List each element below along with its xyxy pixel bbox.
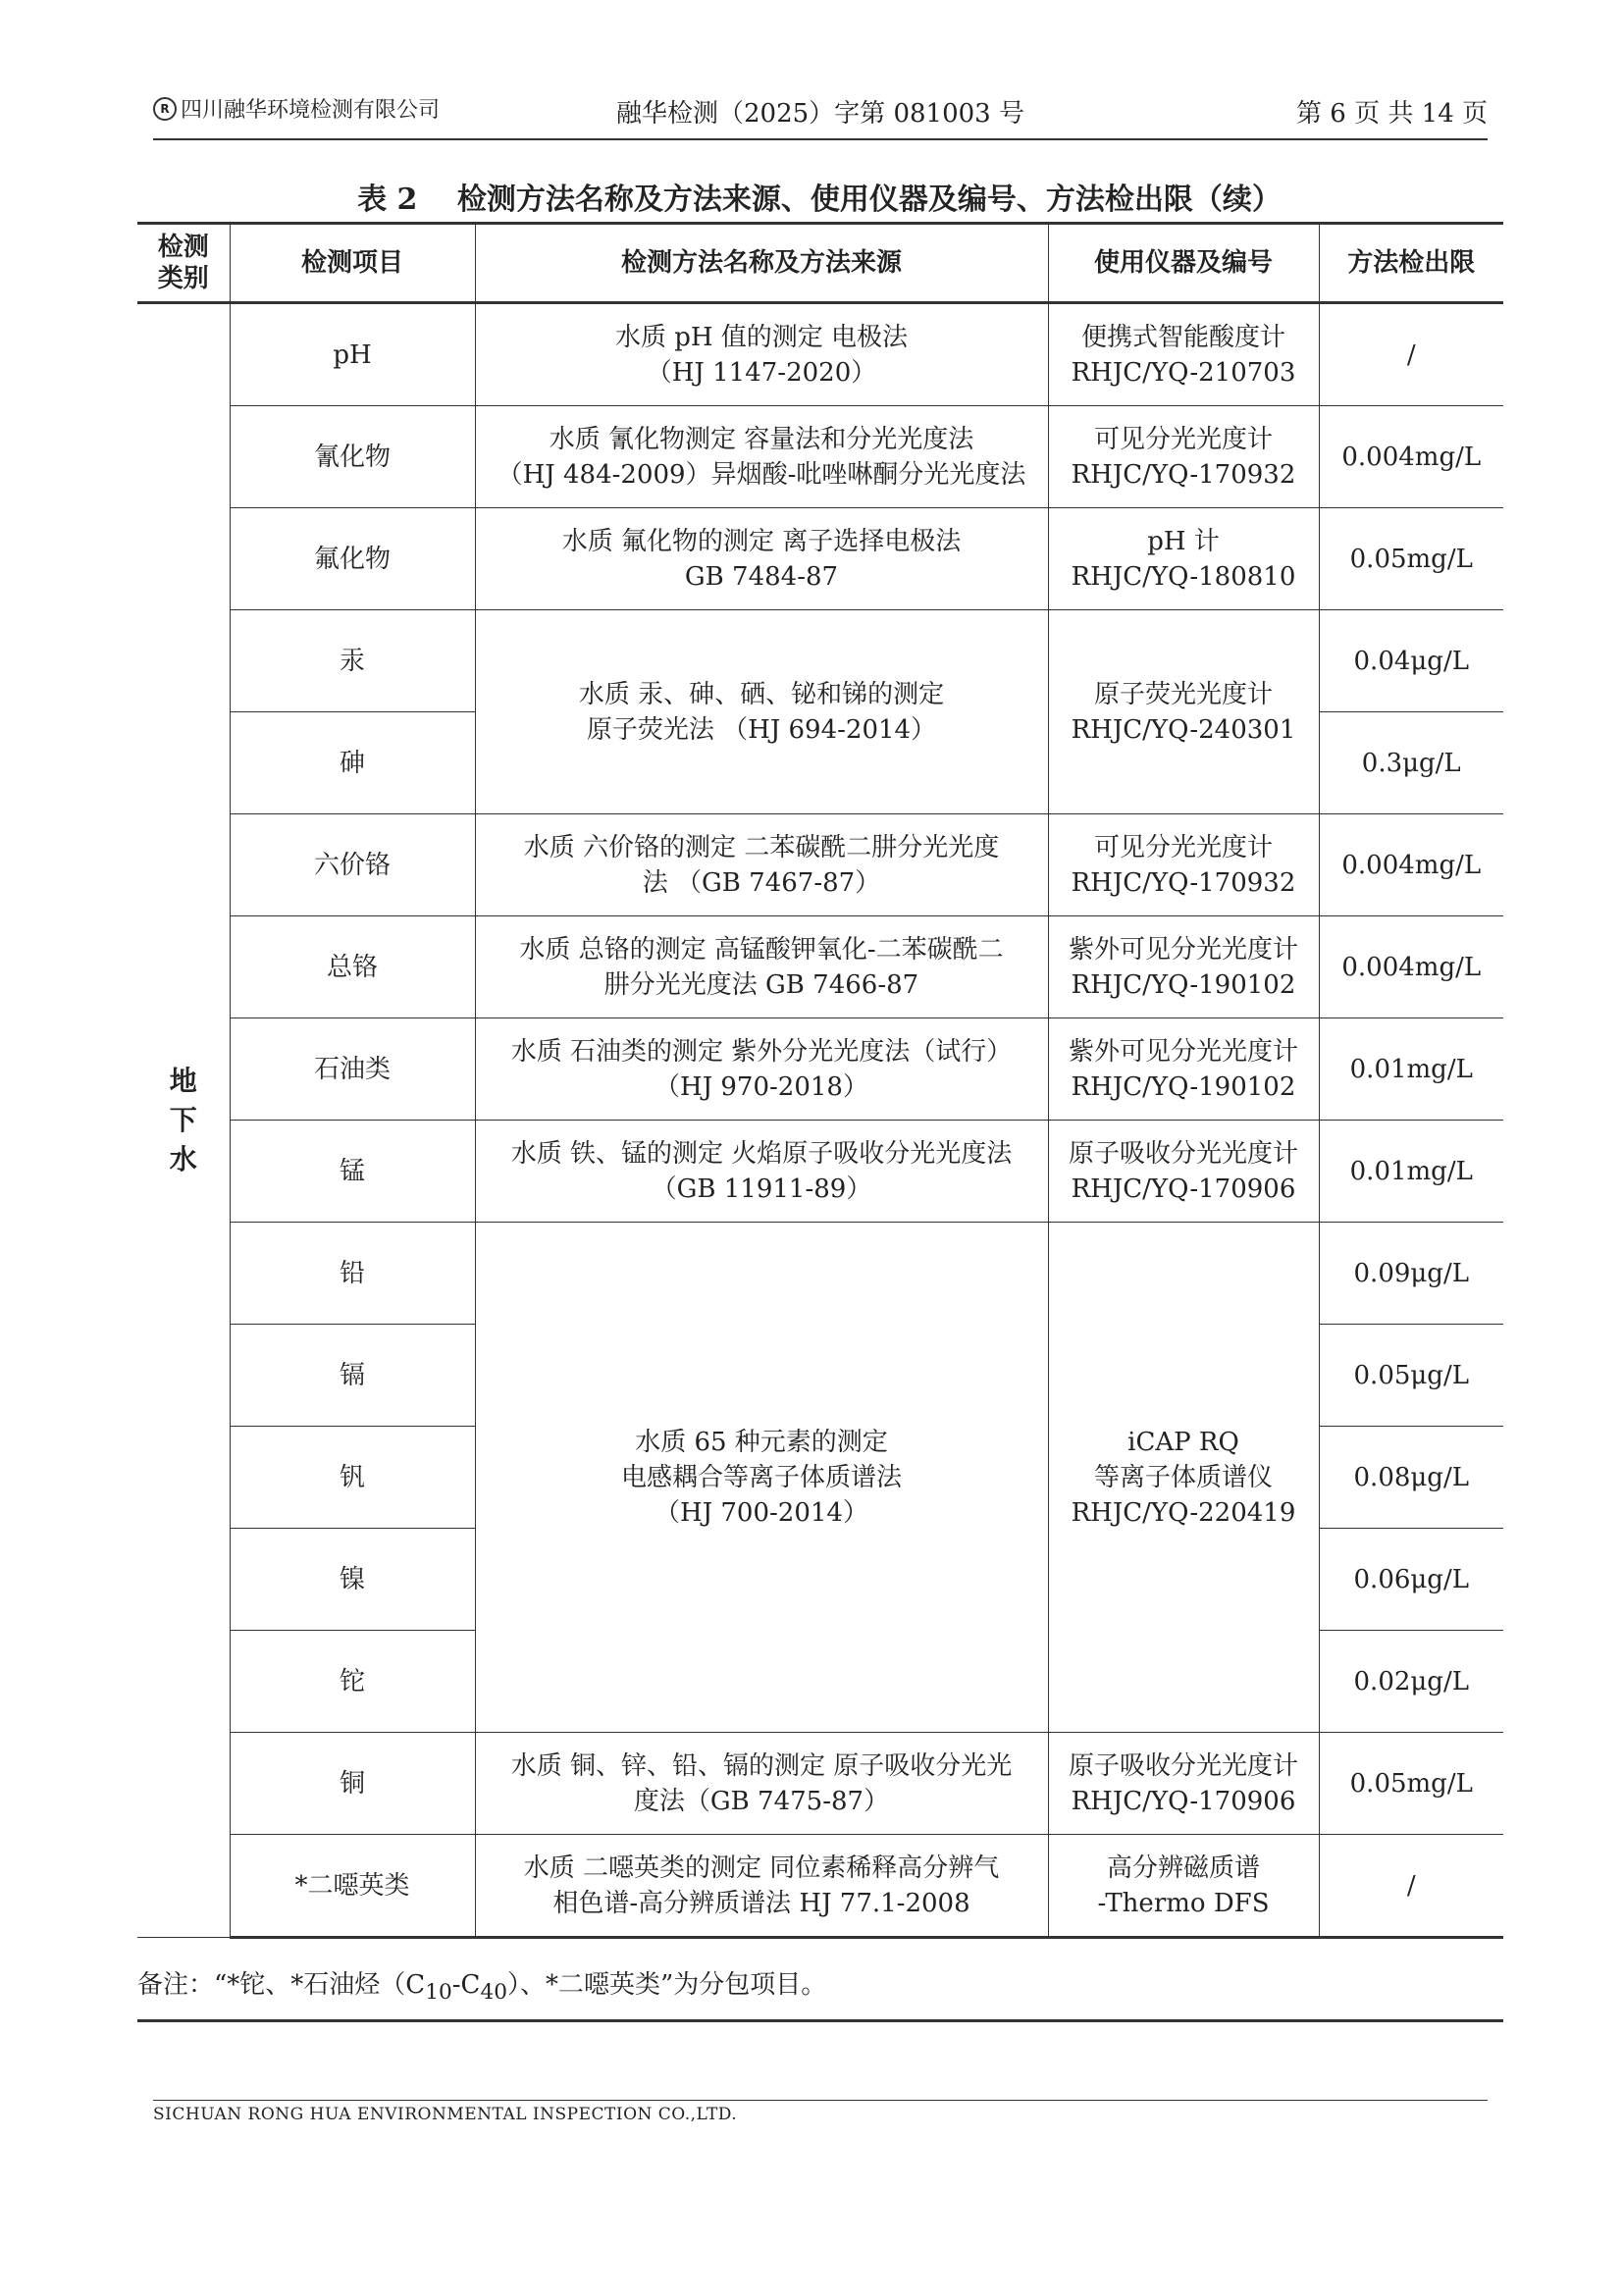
table-title: 表 2 检测方法名称及方法来源、使用仪器及编号、方法检出限（续） <box>357 183 1282 217</box>
instrument-cell <box>1048 814 1319 916</box>
item-cell: 锰 <box>230 1121 475 1223</box>
item-cell: 铊 <box>230 1631 475 1733</box>
limit-cell: 0.08μg/L <box>1319 1427 1503 1529</box>
table-row <box>137 610 1503 712</box>
instrument-line: 原子吸收分光光度计 <box>1068 1138 1298 1169</box>
table-row <box>137 1835 1503 1938</box>
page-footer: SICHUAN RONG HUA ENVIRONMENTAL INSPECTION CO.,LTD. <box>153 2100 1488 2124</box>
table-row <box>137 1223 1503 1325</box>
item-cell: 钒 <box>230 1427 475 1529</box>
instrument-cell <box>1048 1835 1319 1938</box>
method-cell <box>475 814 1048 916</box>
method-line: 水质 石油类的测定 紫外分光光度法（试行） <box>510 1036 1013 1067</box>
instrument-cell <box>1048 1018 1319 1121</box>
limit-cell: 0.004mg/L <box>1319 406 1503 508</box>
method-line: 水质 铜、锌、铅、镉的测定 原子吸收分光光 <box>510 1750 1013 1781</box>
note-text: ）、*二噁英类”为分包项目。 <box>507 1970 827 2000</box>
report-number: 融华检测（2025）字第 081003 号 <box>616 99 1024 129</box>
instrument-line: 可见分光光度计 <box>1093 424 1273 454</box>
instrument-line: -Thermo DFS <box>1097 1888 1270 1918</box>
method-cell <box>475 303 1048 406</box>
limit-cell: 0.01mg/L <box>1319 1018 1503 1121</box>
limit-cell: 0.02μg/L <box>1319 1631 1503 1733</box>
instrument-cell <box>1048 1223 1319 1733</box>
instrument-line: 可见分光光度计 <box>1093 832 1273 862</box>
method-line: 法 （GB 7467-87） <box>642 867 881 898</box>
method-line: （GB 11911-89） <box>651 1174 872 1204</box>
instrument-line: RHJC/YQ-190102 <box>1071 969 1296 1000</box>
method-line: （HJ 1147-2020） <box>646 357 877 388</box>
note-text: -C <box>451 1970 481 2000</box>
limit-cell: 0.09μg/L <box>1319 1223 1503 1325</box>
table-row <box>137 1733 1503 1835</box>
item-cell: 铜 <box>230 1733 475 1835</box>
limit-cell: 0.05μg/L <box>1319 1325 1503 1427</box>
method-line: 水质 总铬的测定 高锰酸钾氧化-二苯碳酰二 <box>519 934 1004 965</box>
method-line: （HJ 700-2014） <box>654 1497 868 1528</box>
item-cell: 铅 <box>230 1223 475 1325</box>
instrument-line: 原子吸收分光光度计 <box>1068 1750 1298 1781</box>
instrument-line: 高分辨磁质谱 <box>1106 1852 1260 1883</box>
page-number: 第 6 页 共 14 页 <box>1296 99 1488 129</box>
instrument-line: RHJC/YQ-170932 <box>1071 867 1296 898</box>
item-cell: 镉 <box>230 1325 475 1427</box>
method-cell <box>475 1835 1048 1938</box>
limit-cell: 0.01mg/L <box>1319 1121 1503 1223</box>
limit-cell: / <box>1319 303 1503 406</box>
table-row <box>137 916 1503 1018</box>
method-line: （HJ 970-2018） <box>654 1071 868 1102</box>
method-cell <box>475 508 1048 610</box>
method-line: GB 7484-87 <box>684 561 839 592</box>
limit-cell: / <box>1319 1835 1503 1938</box>
instrument-cell <box>1048 303 1319 406</box>
instrument-cell <box>1048 406 1319 508</box>
item-cell: 氰化物 <box>230 406 475 508</box>
item-cell: 汞 <box>230 610 475 712</box>
method-line: 水质 氟化物的测定 离子选择电极法 <box>561 526 962 556</box>
methods-table <box>137 222 1503 1939</box>
limit-cell: 0.04μg/L <box>1319 610 1503 712</box>
col-category: 检测类别 <box>137 224 230 303</box>
instrument-cell <box>1048 508 1319 610</box>
instrument-line: RHJC/YQ-190102 <box>1071 1071 1296 1102</box>
instrument-line: RHJC/YQ-210703 <box>1071 357 1296 388</box>
instrument-line: iCAP RQ <box>1127 1427 1239 1457</box>
col-method: 检测方法名称及方法来源 <box>475 224 1048 303</box>
method-line: 度法（GB 7475-87） <box>633 1786 890 1816</box>
limit-cell: 0.004mg/L <box>1319 814 1503 916</box>
table-note <box>137 1964 826 2005</box>
instrument-line: 等离子体质谱仪 <box>1093 1462 1273 1492</box>
limit-cell: 0.004mg/L <box>1319 916 1503 1018</box>
method-line: 相色谱-高分辨质谱法 HJ 77.1-2008 <box>552 1888 970 1918</box>
table-row <box>137 508 1503 610</box>
item-cell: 氟化物 <box>230 508 475 610</box>
instrument-cell <box>1048 916 1319 1018</box>
item-cell: *二噁英类 <box>230 1835 475 1938</box>
item-cell: 镍 <box>230 1529 475 1631</box>
item-cell: 砷 <box>230 712 475 814</box>
limit-cell: 0.05mg/L <box>1319 1733 1503 1835</box>
company-label: 四川融华环境检测有限公司 <box>181 98 441 123</box>
method-cell <box>475 406 1048 508</box>
limit-cell: 0.3μg/L <box>1319 712 1503 814</box>
method-cell <box>475 1121 1048 1223</box>
method-line: 原子荧光法 （HJ 694-2014） <box>586 714 937 745</box>
table-row <box>137 1018 1503 1121</box>
method-line: 水质 汞、砷、硒、铋和锑的测定 <box>578 679 945 709</box>
method-line: 水质 pH 值的测定 电极法 <box>614 322 909 352</box>
instrument-line: RHJC/YQ-240301 <box>1071 714 1296 745</box>
table-row <box>137 406 1503 508</box>
method-line: 水质 二噁英类的测定 同位素稀释高分辨气 <box>523 1852 1000 1883</box>
method-line: 水质 氰化物测定 容量法和分光光度法 <box>549 424 974 454</box>
method-line: 水质 六价铬的测定 二苯碳酰二肼分光光度 <box>523 832 1000 862</box>
item-cell: 石油类 <box>230 1018 475 1121</box>
instrument-line: RHJC/YQ-180810 <box>1071 561 1296 592</box>
method-line: 水质 65 种元素的测定 <box>635 1427 888 1457</box>
item-cell: 六价铬 <box>230 814 475 916</box>
method-cell <box>475 916 1048 1018</box>
item-cell: pH <box>230 303 475 406</box>
method-cell <box>475 1018 1048 1121</box>
method-line: 肼分光光度法 GB 7466-87 <box>603 969 919 1000</box>
instrument-line: 便携式智能酸度计 <box>1080 322 1285 352</box>
instrument-line: RHJC/YQ-170932 <box>1071 459 1296 490</box>
col-instrument: 使用仪器及编号 <box>1048 224 1319 303</box>
method-line: 电感耦合等离子体质谱法 <box>620 1462 902 1492</box>
instrument-line: RHJC/YQ-170906 <box>1071 1786 1296 1816</box>
category-cell <box>137 303 230 1938</box>
company-logo-icon: R <box>153 97 177 121</box>
limit-cell: 0.06μg/L <box>1319 1529 1503 1631</box>
limit-cell: 0.05mg/L <box>1319 508 1503 610</box>
method-line: 水质 铁、锰的测定 火焰原子吸收分光光度法 <box>510 1138 1013 1169</box>
method-cell <box>475 1223 1048 1733</box>
instrument-line: pH 计 <box>1147 526 1220 556</box>
note-subscript: 10 <box>425 1980 452 2006</box>
col-limit: 方法检出限 <box>1319 224 1503 303</box>
note-text: 备注：“*铊、*石油烃（C <box>137 1970 426 2000</box>
table-row <box>137 303 1503 406</box>
page-header <box>153 93 1488 140</box>
col-item: 检测项目 <box>230 224 475 303</box>
note-divider <box>137 2019 1503 2022</box>
instrument-line: RHJC/YQ-170906 <box>1071 1174 1296 1204</box>
item-cell: 总铬 <box>230 916 475 1018</box>
method-cell <box>475 610 1048 814</box>
table-row <box>137 814 1503 916</box>
instrument-line: 紫外可见分光光度计 <box>1068 1036 1298 1067</box>
method-line: （HJ 484-2009）异烟酸-吡唑啉酮分光光度法 <box>497 459 1026 490</box>
category-label: 地下水 <box>169 1065 197 1175</box>
table-header-row <box>137 224 1503 303</box>
instrument-line: 紫外可见分光光度计 <box>1068 934 1298 965</box>
table-row <box>137 1121 1503 1223</box>
instrument-cell <box>1048 1733 1319 1835</box>
instrument-cell <box>1048 610 1319 814</box>
instrument-cell <box>1048 1121 1319 1223</box>
note-subscript: 40 <box>480 1980 507 2006</box>
instrument-line: RHJC/YQ-220419 <box>1071 1497 1296 1528</box>
instrument-line: 原子荧光光度计 <box>1093 679 1273 709</box>
method-cell <box>475 1733 1048 1835</box>
